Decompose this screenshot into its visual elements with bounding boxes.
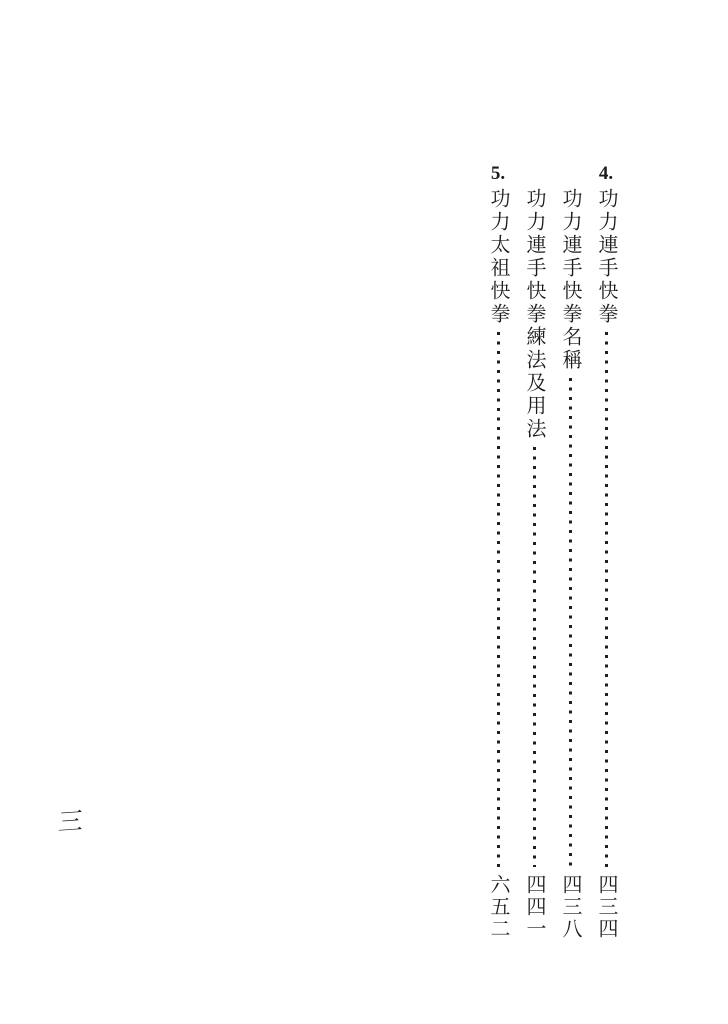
toc-entry xyxy=(518,188,550,940)
toc-entry xyxy=(482,163,514,940)
entry-number: 4. xyxy=(598,163,614,184)
entry-page-number: 四四一 xyxy=(523,874,545,940)
entry-number: 5. xyxy=(490,163,506,184)
entry-title: 功力連手快拳 xyxy=(595,188,617,326)
entry-page-number: 六五二 xyxy=(487,874,509,940)
entry-title: 功力太祖快拳 xyxy=(487,188,509,326)
folio-page-number: 三 xyxy=(57,808,84,837)
toc-entry xyxy=(554,188,586,940)
dot-leader xyxy=(605,332,608,867)
entry-title: 功力連手快拳名稱 xyxy=(559,188,581,372)
entry-title: 功力連手快拳練法及用法 xyxy=(523,188,545,441)
dot-leader xyxy=(533,447,536,867)
dot-leader xyxy=(569,378,572,867)
entry-page-number: 四三八 xyxy=(559,874,581,940)
toc-entry xyxy=(590,163,622,940)
dot-leader xyxy=(497,332,500,867)
entry-page-number: 四三四 xyxy=(595,874,617,940)
